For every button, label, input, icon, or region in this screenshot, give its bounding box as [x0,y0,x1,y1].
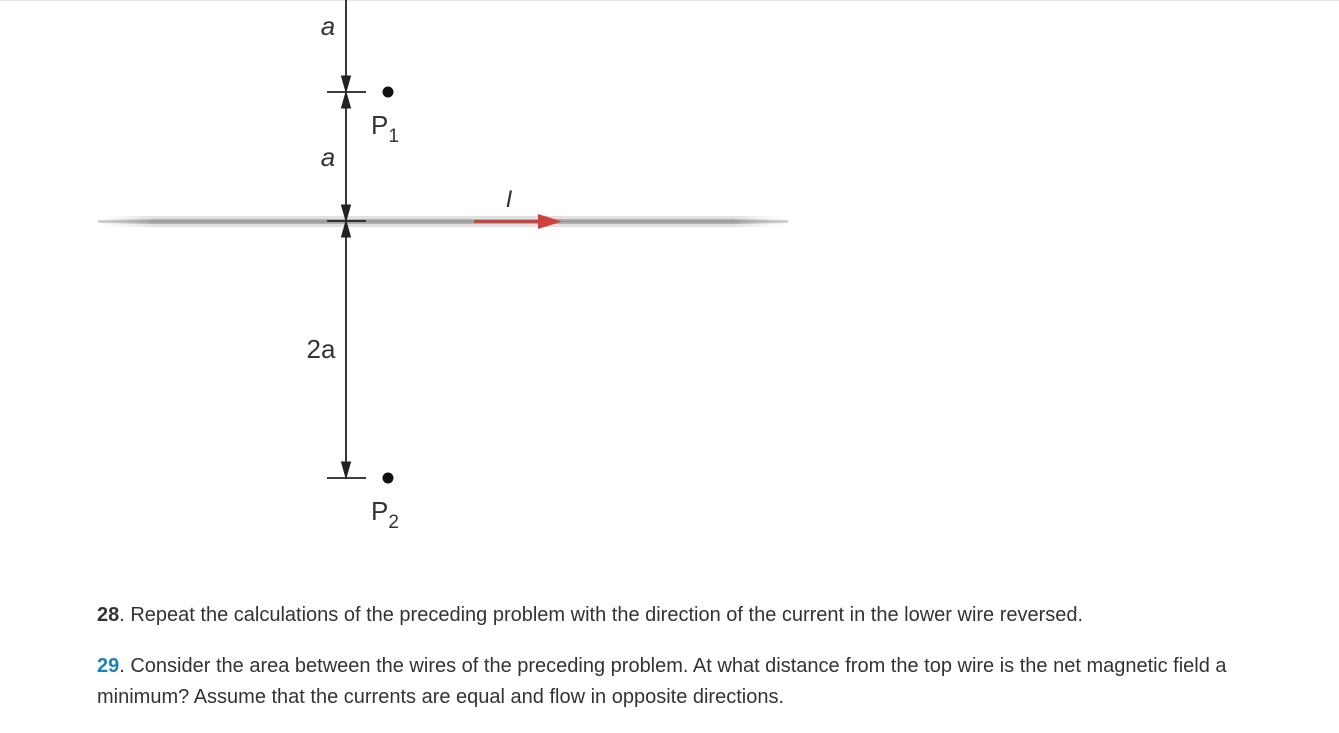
problem-28 [97,600,1297,631]
current-wire [98,216,788,227]
problem-text-28: . Repeat the calculations of the preceding problem with the direction of the current in the lower wire reversed. [119,604,1084,626]
problem-list [97,600,1297,733]
dimension-lines [327,0,366,478]
problem-text-29: . Consider the area between the wires of the preceding problem. At what distance from the top wire is the net magnetic field a minimum? Assume that the currents are equal and flow in opposite directions. [97,655,1227,708]
current-label: I [505,186,513,213]
point-p1-marker [383,87,394,98]
point-p1-label: $P_1$ [371,110,399,147]
spacing-label-middle: a [320,142,336,172]
problem-number-28: 28 [97,604,120,626]
point-p2-label: $P_2$ [371,496,399,533]
spacing-label-bottom: 2a [306,334,336,364]
spacing-label-top: a [320,11,336,41]
problem-29 [97,651,1297,713]
problem-number-29-link[interactable]: 29 [97,655,120,677]
point-p2-marker [383,473,394,484]
